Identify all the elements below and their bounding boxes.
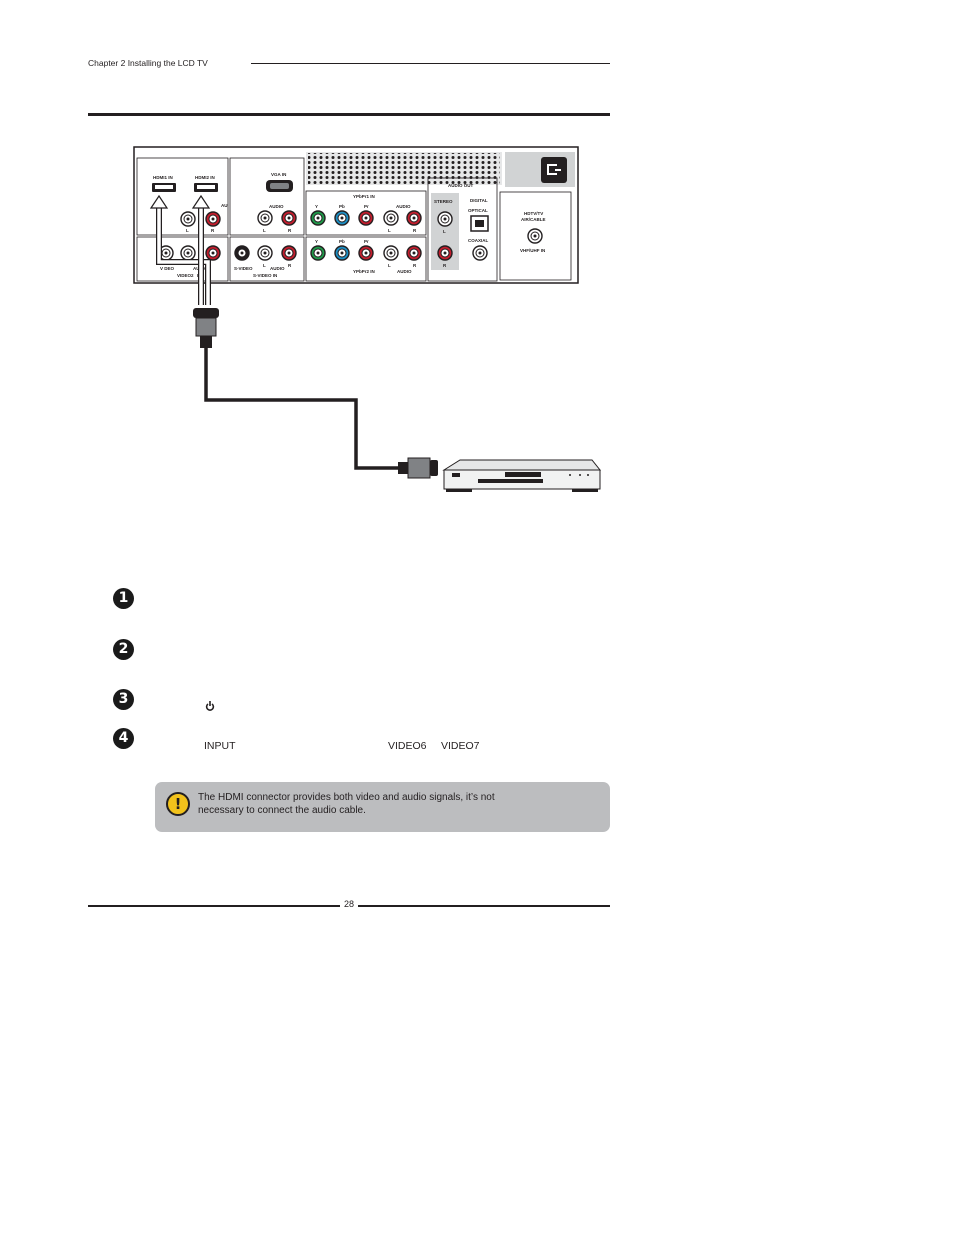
rca-jack (206, 212, 220, 226)
rca-jack (311, 246, 325, 260)
vga-label: VGA IN (271, 172, 287, 177)
svg-text:IN: IN (197, 273, 202, 278)
channel-label: R (413, 263, 417, 268)
svg-text:Pr: Pr (364, 204, 369, 209)
rca-jack (335, 246, 349, 260)
svg-text:YPbPr1 IN: YPbPr1 IN (353, 194, 375, 199)
svg-text:OPTICAL: OPTICAL (468, 208, 488, 213)
rca-jack (438, 246, 452, 260)
channel-label: L (263, 228, 266, 233)
rca-jack (258, 246, 272, 260)
rca-jack (384, 211, 398, 225)
svg-text:VIDEO2: VIDEO2 (177, 273, 194, 278)
step-2-number: 2 (113, 639, 134, 660)
step-4-number: 4 (113, 728, 134, 749)
video7-label: VIDEO7 (441, 740, 480, 752)
channel-label: R (413, 228, 417, 233)
rca-jack (258, 211, 272, 225)
rca-jack (335, 211, 349, 225)
svg-text:DIGITAL: DIGITAL (470, 198, 488, 203)
rca-jack (528, 229, 542, 243)
step-3-number: 3 (113, 689, 134, 710)
rca-jack (359, 246, 373, 260)
rca-jack (181, 212, 195, 226)
note-text: The HDMI connector provides both video and audio signals, it’s not necessary to connect the audio cable. (198, 792, 495, 816)
channel-label: R (443, 263, 447, 268)
input-key: INPUT (204, 740, 236, 752)
hdmi1-label: HDMI1 IN (153, 175, 173, 180)
channel-label: L (443, 229, 446, 234)
rca-jack (359, 211, 373, 225)
svg-text:AUDIO: AUDIO (270, 266, 285, 271)
svg-text:Pb: Pb (339, 204, 345, 209)
power-icon (205, 700, 215, 712)
video6-label: VIDEO6 (388, 740, 427, 752)
svg-text:AUDIO: AUDIO (193, 266, 208, 271)
footer-rule-left (88, 905, 340, 907)
page-number: 28 (343, 899, 354, 909)
warning-icon (166, 792, 190, 816)
rca-jack (384, 246, 398, 260)
rca-jack (407, 211, 421, 225)
rca-jack (438, 212, 452, 226)
rca-jack (206, 246, 220, 260)
svg-text:VHF/UHF IN: VHF/UHF IN (520, 248, 546, 253)
svg-text:AUDIO: AUDIO (396, 204, 411, 209)
svg-text:S-VIDEO: S-VIDEO (234, 266, 253, 271)
svg-text:AIR/CABLE: AIR/CABLE (521, 217, 546, 222)
hdmi2-label: HDMI2 IN (195, 175, 215, 180)
svg-text:STEREO: STEREO (434, 199, 453, 204)
rca-jack (473, 246, 487, 260)
channel-label: R (288, 228, 292, 233)
svg-text:COAXIAL: COAXIAL (468, 238, 489, 243)
rca-jack (235, 246, 249, 260)
channel-label: R (288, 263, 292, 268)
svg-text:Y: Y (315, 239, 319, 244)
svg-text:HDTV/TV: HDTV/TV (524, 211, 544, 216)
rca-jack (282, 246, 296, 260)
connection-diagram (0, 0, 954, 520)
step-1-number: 1 (113, 588, 134, 609)
svg-text:Pb: Pb (339, 239, 345, 244)
rca-jack (181, 246, 195, 260)
svg-text:AU: AU (221, 203, 228, 208)
rca-jack (282, 211, 296, 225)
rca-jack (407, 246, 421, 260)
rca-jack (311, 211, 325, 225)
chapter-title: Chapter 2 Installing the LCD TV (88, 58, 208, 68)
svg-text:Y: Y (315, 204, 319, 209)
svg-text:AUDIO: AUDIO (269, 204, 284, 209)
svg-text:AUDIO OUT: AUDIO OUT (448, 183, 474, 188)
note-box (155, 782, 610, 832)
channel-label: R (211, 228, 215, 233)
channel-label: L (388, 228, 391, 233)
svg-text:S-VIDEO IN: S-VIDEO IN (253, 273, 278, 278)
svg-text:V DEO: V DEO (160, 266, 175, 271)
svg-text:YPbPr2 IN: YPbPr2 IN (353, 269, 375, 274)
channel-label: L (263, 263, 266, 268)
channel-label: L (388, 263, 391, 268)
footer-rule-right (358, 905, 610, 907)
channel-label: L (186, 228, 189, 233)
svg-text:AUDIO: AUDIO (397, 269, 412, 274)
svg-text:Pr: Pr (364, 239, 369, 244)
source-device (444, 460, 600, 492)
